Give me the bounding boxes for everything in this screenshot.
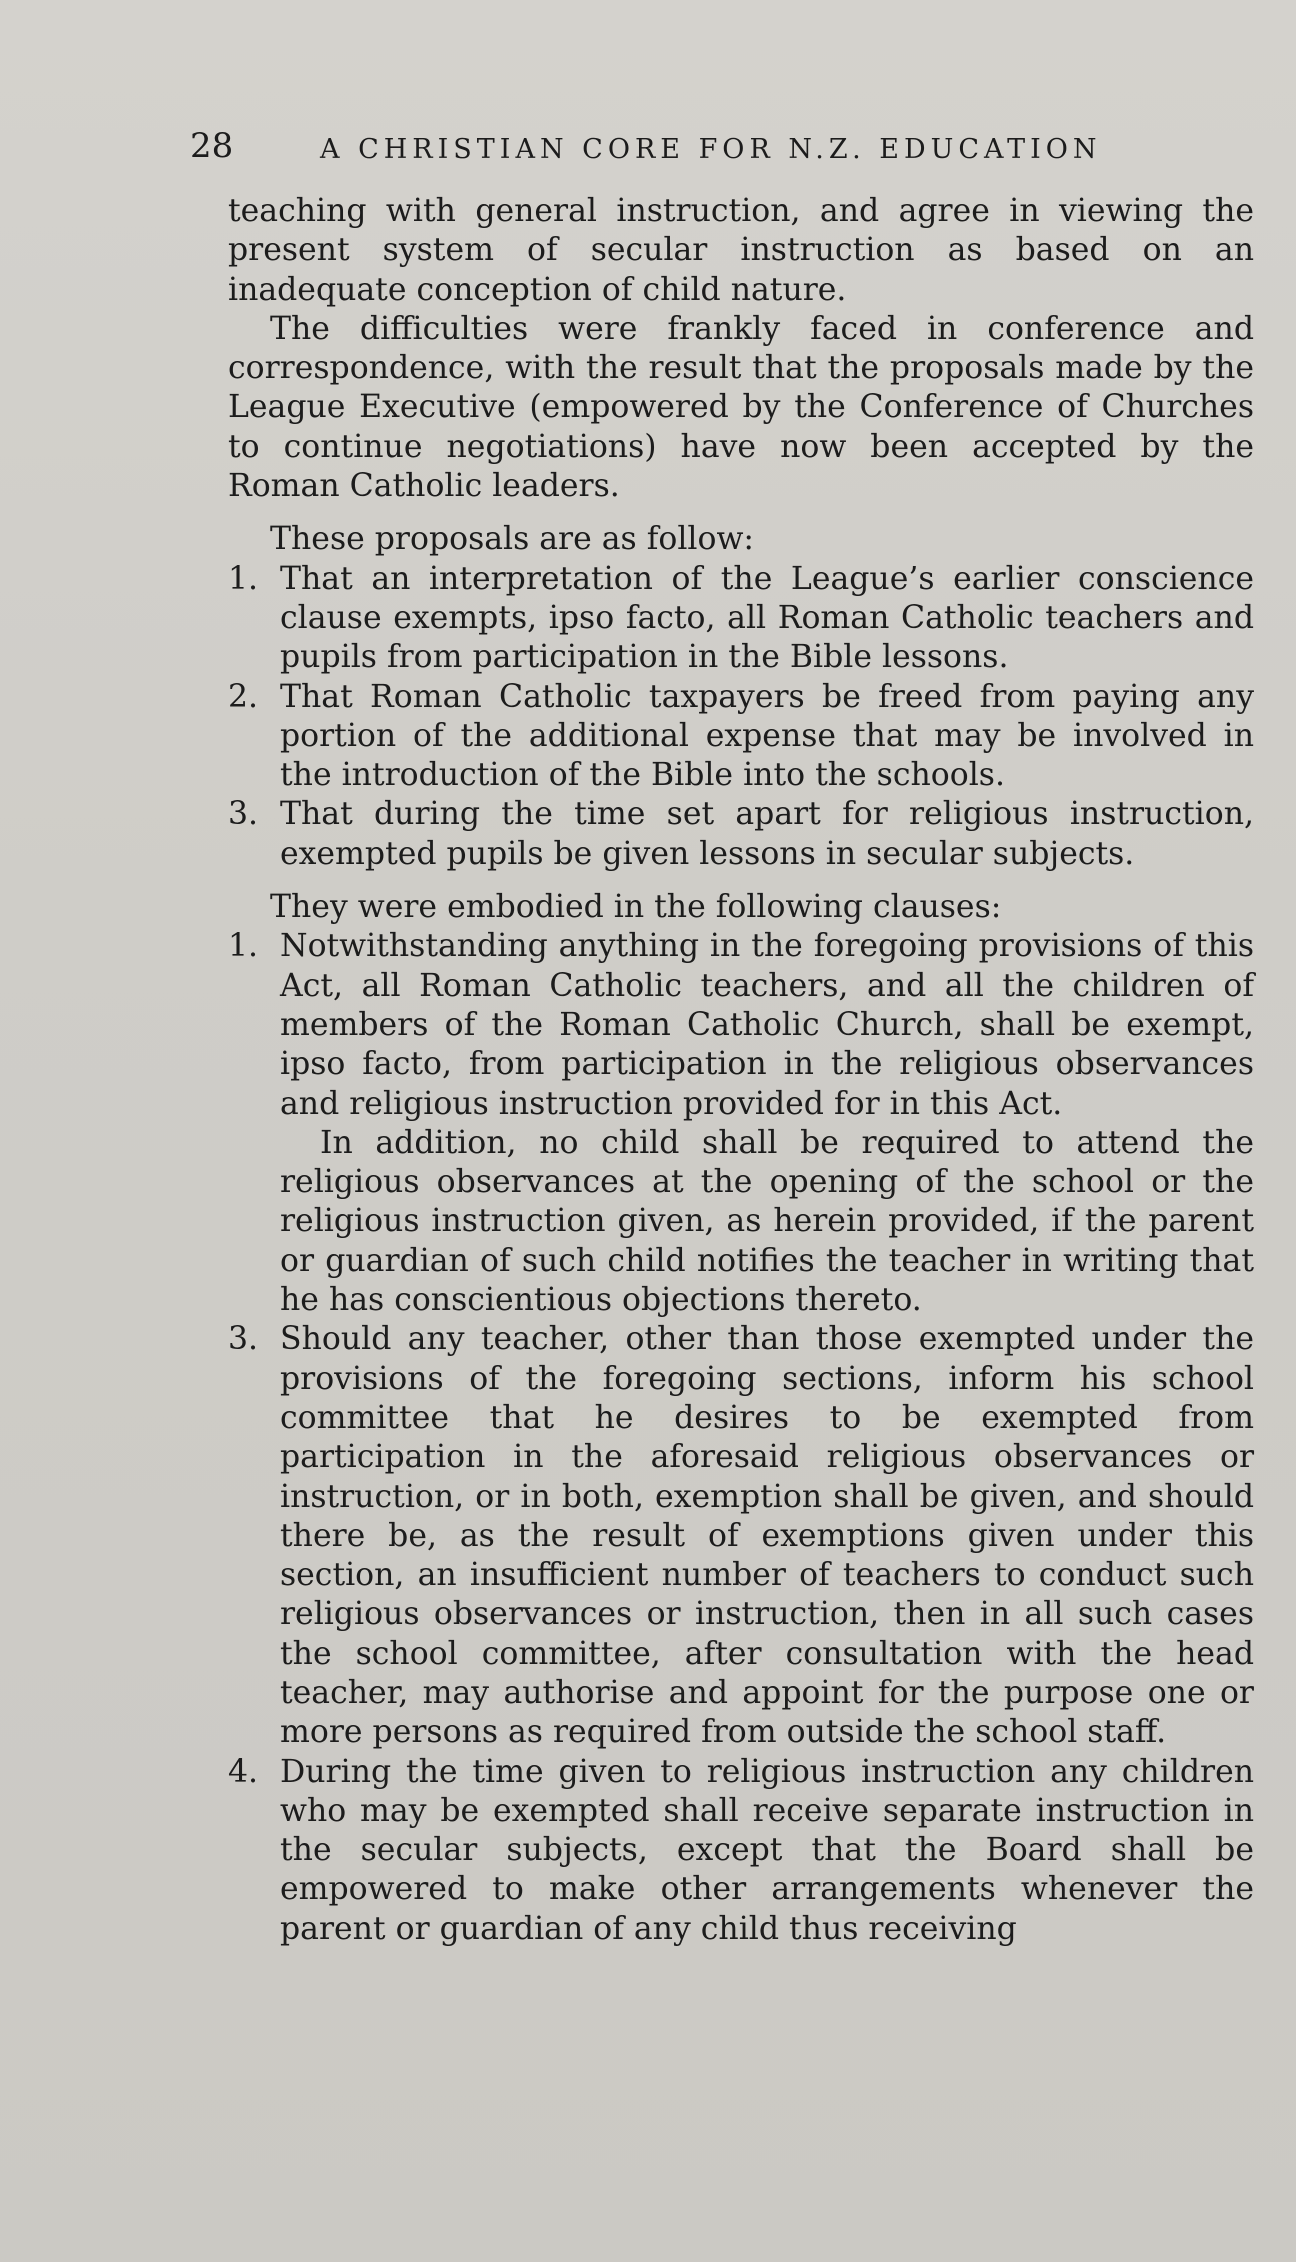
- item-text: That an interpretation of the League’s earlier conscience clause exempts, ipso facto, all Roman Catholic teachers and pupils from participation in the Bible lessons.: [280, 560, 1254, 676]
- item-number: 3.: [228, 796, 259, 833]
- proposal-item: [228, 678, 1254, 796]
- item-text: Notwithstanding anything in the foregoing provisions of this Act, all Roman Catholic teachers, and all the children of members of the Roman Catholic Church, shall be exempt, ipso facto, from participation in the religious observances and religious instruction provided for in this Act.: [280, 928, 1254, 1122]
- item-number: 4.: [228, 1753, 259, 1790]
- clause-subparagraph: In addition, no child shall be required to attend the religious observances at the opening of the school or the religious instruction given, as herein provided, if the parent or guardian of such child notifies the teacher in writing that he has conscientious objections thereto.: [280, 1124, 1254, 1319]
- item-text: That Roman Catholic taxpayers be freed from paying any portion of the additional expense that may be involved in the introduction of the Bible into the schools.: [280, 678, 1254, 794]
- paragraph-continuation: teaching with general instruction, and agree in viewing the present system of secular instruction as based on an inadequate conception of child nature.: [228, 193, 1254, 308]
- proposal-item: [228, 795, 1254, 874]
- clause-item: [228, 927, 1254, 1123]
- item-number: 1.: [228, 928, 259, 965]
- page-number: 28: [190, 126, 234, 166]
- proposals-intro: These proposals are as follow:: [270, 521, 755, 558]
- proposal-item: [228, 560, 1254, 678]
- item-text: During the time given to religious instruction any children who may be exempted shall receive separate instruction in the secular subjects, except that the Board shall be empowered to make other arrangements whenever the parent or guardian of any child thus receiving: [280, 1753, 1254, 1947]
- clause-item: [228, 1753, 1254, 1949]
- item-number: 1.: [228, 560, 259, 597]
- clause-item: [228, 1320, 1254, 1752]
- paragraph-difficulties: The difficulties were frankly faced in conference and correspondence, with the result that the proposals made by the League Executive (empowered by the Conference of Churches to continue negotiations) have now been accepted by the Roman Catholic leaders.: [228, 310, 1254, 505]
- running-head: A CHRISTIAN CORE FOR N.Z. EDUCATION: [320, 134, 1102, 165]
- item-number: 2.: [228, 678, 259, 715]
- body-text: [228, 192, 1254, 1949]
- clauses-intro: They were embodied in the following clauses:: [270, 889, 1002, 926]
- item-text: That during the time set apart for religious instruction, exempted pupils be given lessons in secular subjects.: [280, 796, 1254, 872]
- item-number: 3.: [228, 1321, 259, 1358]
- item-text: Should any teacher, other than those exempted under the provisions of the foregoing sections, inform his school committee that he desires to be exempted from participation in the aforesaid religious observances or instruction, or in both, exemption shall be given, and should there be, as the result of exemptions given under this section, an insufficient number of teachers to conduct such religious observances or instruction, then in all such cases the school committee, after consultation with the head teacher, may authorise and appoint for the purpose one or more persons as required from outside the school staff.: [280, 1321, 1254, 1751]
- page-header: [190, 126, 1150, 176]
